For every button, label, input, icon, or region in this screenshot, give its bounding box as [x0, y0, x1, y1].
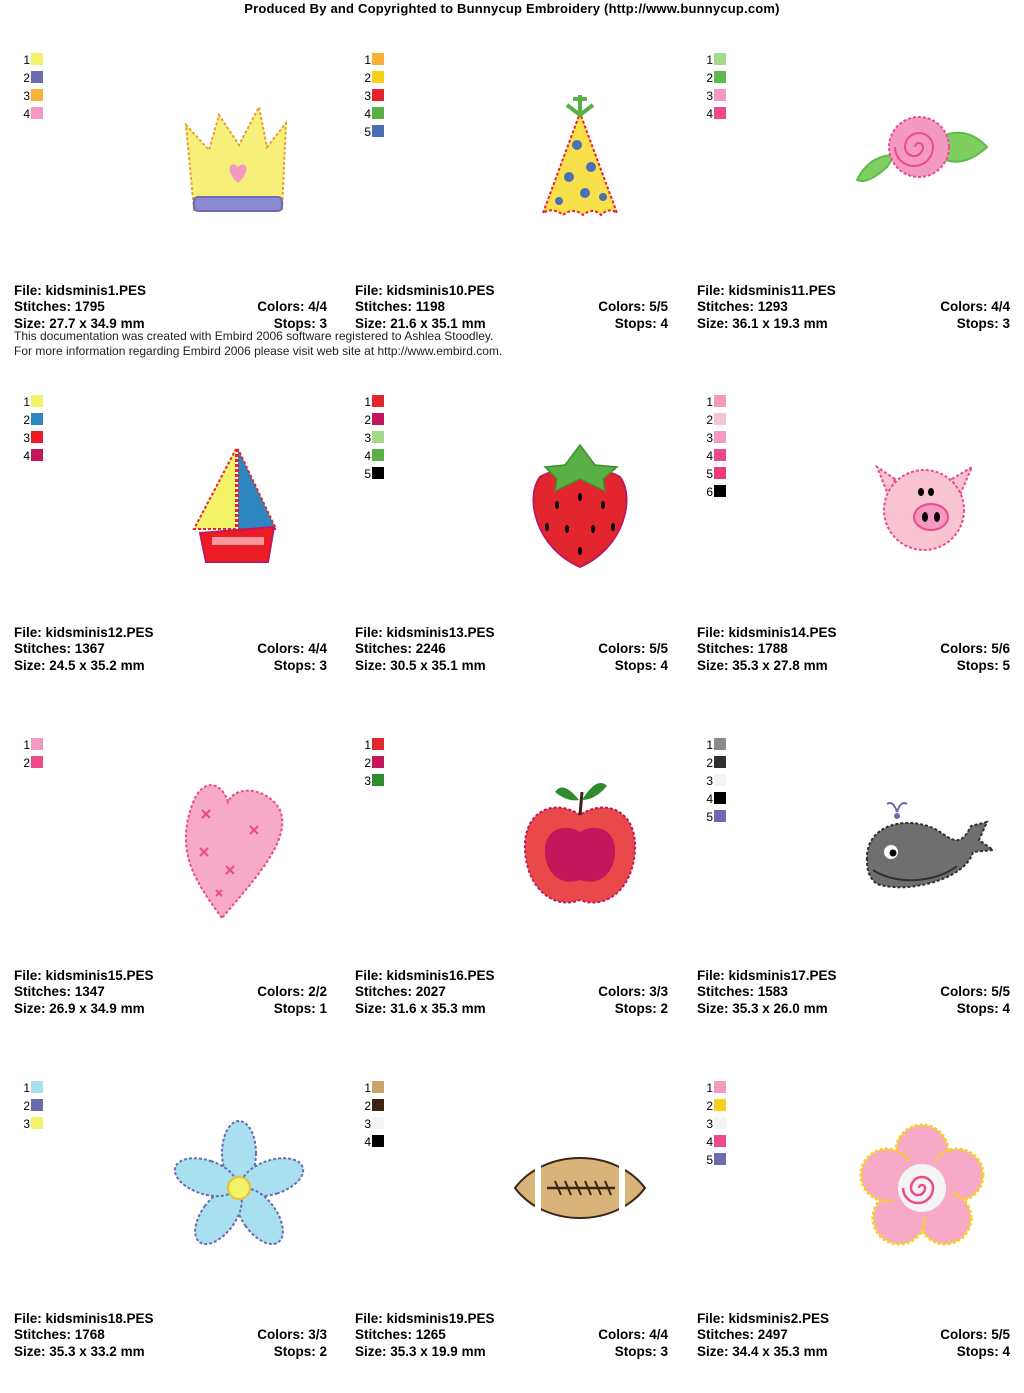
color-count: Colors: 4/4	[257, 299, 327, 315]
color-swatch-row	[361, 466, 384, 484]
color-swatch-row	[361, 106, 384, 124]
color-swatch-row	[361, 124, 384, 142]
color-swatch-row	[361, 394, 384, 412]
stop-count: Stops: 3	[614, 1343, 668, 1359]
color-swatch-number: 3	[706, 774, 713, 788]
color-swatch	[714, 774, 726, 786]
color-count: Colors: 3/3	[598, 984, 668, 1000]
design-info	[355, 283, 668, 332]
color-swatch	[714, 395, 726, 407]
color-swatch	[31, 1117, 43, 1129]
color-swatch-row	[20, 394, 43, 412]
color-swatch-number: 1	[706, 395, 713, 409]
color-swatch	[714, 1153, 726, 1165]
party-hat-embroidery-design	[505, 85, 655, 235]
design-size: Size: 35.3 x 33.2 mm	[14, 1343, 145, 1359]
color-swatch-list	[361, 52, 384, 142]
color-swatch-number: 5	[364, 467, 371, 481]
color-swatch-row	[20, 70, 43, 88]
color-swatch-row	[703, 1152, 726, 1170]
color-swatch	[372, 431, 384, 443]
color-swatch-number: 6	[706, 485, 713, 499]
color-swatch	[714, 449, 726, 461]
design-card	[14, 1053, 327, 1393]
color-swatch	[372, 107, 384, 119]
stop-count: Stops: 4	[956, 1343, 1010, 1359]
color-swatch-row	[20, 88, 43, 106]
color-swatch-row	[20, 755, 43, 773]
color-swatch-row	[20, 106, 43, 124]
color-swatch-row	[361, 52, 384, 70]
color-swatch	[372, 125, 384, 137]
color-swatch-number: 5	[706, 810, 713, 824]
design-info	[355, 1311, 668, 1360]
color-swatch-row	[20, 737, 43, 755]
color-count: Colors: 5/5	[940, 1327, 1010, 1343]
color-swatch-number: 3	[23, 89, 30, 103]
design-card	[697, 25, 1010, 365]
color-swatch	[714, 1135, 726, 1147]
color-swatch-number: 2	[706, 71, 713, 85]
football-embroidery-design	[505, 1113, 655, 1263]
color-swatch	[372, 395, 384, 407]
stitch-count: Stitches: 1788	[697, 641, 788, 657]
design-card	[355, 710, 668, 1050]
color-swatch-row	[20, 52, 43, 70]
color-swatch-row	[703, 466, 726, 484]
color-swatch-number: 4	[706, 792, 713, 806]
design-size: Size: 35.3 x 26.0 mm	[697, 1000, 828, 1016]
color-swatch	[31, 449, 43, 461]
color-swatch-number: 1	[364, 738, 371, 752]
stop-count: Stops: 3	[956, 315, 1010, 331]
color-swatch-row	[703, 430, 726, 448]
color-swatch	[714, 1081, 726, 1093]
color-swatch-row	[361, 412, 384, 430]
color-swatch	[372, 738, 384, 750]
color-swatch-row	[361, 755, 384, 773]
design-size: Size: 36.1 x 19.3 mm	[697, 315, 828, 331]
color-swatch-row	[361, 448, 384, 466]
color-swatch	[372, 1117, 384, 1129]
pink-flower-embroidery-design	[847, 1113, 997, 1263]
file-name: File: kidsminis12.PES	[14, 625, 154, 640]
design-card	[14, 710, 327, 1050]
file-name: File: kidsminis16.PES	[355, 968, 495, 983]
color-swatch-number: 2	[364, 71, 371, 85]
stitch-count: Stitches: 1768	[14, 1327, 105, 1343]
color-swatch-row	[703, 412, 726, 430]
color-swatch	[714, 89, 726, 101]
color-swatch-row	[703, 448, 726, 466]
rose-embroidery-design	[847, 85, 997, 235]
color-swatch-row	[703, 773, 726, 791]
stop-count: Stops: 3	[273, 657, 327, 673]
color-swatch-list	[20, 737, 43, 773]
design-card	[355, 25, 668, 365]
color-swatch	[714, 756, 726, 768]
color-swatch-row	[703, 484, 726, 502]
color-count: Colors: 5/5	[940, 984, 1010, 1000]
color-swatch-number: 1	[364, 1081, 371, 1095]
stitch-count: Stitches: 1583	[697, 984, 788, 1000]
strawberry-embroidery-design	[505, 427, 655, 577]
color-swatch-number: 2	[706, 1099, 713, 1113]
design-card	[14, 25, 327, 365]
color-swatch-row	[20, 1116, 43, 1134]
color-swatch-number: 4	[706, 449, 713, 463]
color-swatch	[714, 1099, 726, 1111]
design-card	[14, 367, 327, 707]
color-swatch	[372, 1099, 384, 1111]
color-swatch	[714, 53, 726, 65]
color-swatch-number: 1	[706, 1081, 713, 1095]
color-swatch-number: 1	[364, 395, 371, 409]
color-swatch-number: 4	[364, 107, 371, 121]
color-swatch-number: 1	[706, 738, 713, 752]
color-swatch-number: 1	[23, 1081, 30, 1095]
color-swatch	[372, 53, 384, 65]
color-swatch	[31, 53, 43, 65]
design-card	[355, 367, 668, 707]
color-swatch	[31, 756, 43, 768]
design-size: Size: 27.7 x 34.9 mm	[14, 315, 145, 331]
color-count: Colors: 2/2	[257, 984, 327, 1000]
color-swatch-number: 4	[23, 449, 30, 463]
color-swatch-list	[703, 394, 726, 502]
color-swatch-number: 4	[23, 107, 30, 121]
color-swatch-number: 2	[706, 413, 713, 427]
color-swatch	[714, 413, 726, 425]
color-swatch	[372, 1135, 384, 1147]
color-swatch-number: 4	[364, 1135, 371, 1149]
file-name: File: kidsminis13.PES	[355, 625, 495, 640]
color-swatch-number: 3	[23, 1117, 30, 1131]
color-swatch	[714, 738, 726, 750]
page-header: Produced By and Copyrighted to Bunnycup Embroidery (http://www.bunnycup.com)	[244, 1, 780, 16]
color-swatch-number: 1	[23, 53, 30, 67]
color-swatch-number: 3	[364, 89, 371, 103]
color-swatch-list	[20, 1080, 43, 1134]
file-name: File: kidsminis10.PES	[355, 283, 495, 298]
color-count: Colors: 4/4	[257, 641, 327, 657]
color-swatch-number: 3	[706, 431, 713, 445]
stitch-count: Stitches: 2246	[355, 641, 446, 657]
color-swatch-number: 5	[706, 1153, 713, 1167]
color-count: Colors: 5/6	[940, 641, 1010, 657]
stitch-count: Stitches: 1265	[355, 1327, 446, 1343]
color-swatch	[372, 71, 384, 83]
stitch-count: Stitches: 2497	[697, 1327, 788, 1343]
color-swatch	[714, 1117, 726, 1129]
color-swatch	[31, 1081, 43, 1093]
color-count: Colors: 5/5	[598, 641, 668, 657]
color-swatch-row	[703, 1080, 726, 1098]
color-swatch	[372, 413, 384, 425]
stitch-count: Stitches: 1367	[14, 641, 105, 657]
stitch-count: Stitches: 1293	[697, 299, 788, 315]
stitch-count: Stitches: 2027	[355, 984, 446, 1000]
design-size: Size: 34.4 x 35.3 mm	[697, 1343, 828, 1359]
color-swatch-row	[703, 394, 726, 412]
color-swatch-row	[361, 70, 384, 88]
stop-count: Stops: 1	[273, 1000, 327, 1016]
color-swatch-list	[20, 394, 43, 466]
color-swatch-row	[703, 1098, 726, 1116]
stop-count: Stops: 4	[614, 315, 668, 331]
color-swatch-number: 5	[706, 467, 713, 481]
color-swatch-list	[703, 1080, 726, 1170]
color-swatch	[372, 774, 384, 786]
color-swatch-row	[703, 737, 726, 755]
color-swatch-row	[703, 755, 726, 773]
notice-line: For more information regarding Embird 2006 please visit web site at http://www.embird.com.	[14, 343, 503, 358]
stop-count: Stops: 4	[956, 1000, 1010, 1016]
color-swatch-number: 1	[23, 395, 30, 409]
color-swatch-number: 2	[706, 756, 713, 770]
color-swatch-number: 3	[364, 1117, 371, 1131]
color-swatch-number: 4	[706, 107, 713, 121]
whale-embroidery-design	[847, 770, 997, 920]
color-count: Colors: 4/4	[598, 1327, 668, 1343]
design-info	[355, 625, 668, 674]
color-swatch	[372, 756, 384, 768]
color-swatch-row	[361, 1134, 384, 1152]
stop-count: Stops: 4	[614, 657, 668, 673]
color-swatch-row	[20, 1098, 43, 1116]
color-swatch	[31, 89, 43, 101]
color-swatch	[714, 485, 726, 497]
design-info	[697, 968, 1010, 1017]
design-card	[355, 1053, 668, 1393]
color-swatch-list	[703, 52, 726, 124]
color-swatch	[372, 467, 384, 479]
color-swatch-row	[361, 88, 384, 106]
color-swatch-row	[20, 412, 43, 430]
color-swatch	[372, 89, 384, 101]
pig-embroidery-design	[847, 427, 997, 577]
file-name: File: kidsminis14.PES	[697, 625, 837, 640]
color-swatch	[372, 449, 384, 461]
color-swatch-number: 1	[23, 738, 30, 752]
color-swatch-number: 2	[364, 756, 371, 770]
stitch-count: Stitches: 1347	[14, 984, 105, 1000]
color-swatch	[31, 71, 43, 83]
color-swatch	[714, 467, 726, 479]
color-swatch-number: 2	[23, 71, 30, 85]
color-count: Colors: 4/4	[940, 299, 1010, 315]
stop-count: Stops: 2	[273, 1343, 327, 1359]
color-swatch-row	[361, 1116, 384, 1134]
design-info	[14, 625, 327, 674]
color-swatch	[31, 738, 43, 750]
design-size: Size: 26.9 x 34.9 mm	[14, 1000, 145, 1016]
notice-line: This documentation was created with Embird 2006 software registered to Ashlea Stoodley.	[14, 329, 494, 343]
sailboat-embroidery-design	[164, 427, 314, 577]
stitch-count: Stitches: 1795	[14, 299, 105, 315]
color-swatch	[714, 792, 726, 804]
color-swatch-row	[703, 52, 726, 70]
color-swatch-row	[703, 1116, 726, 1134]
file-name: File: kidsminis1.PES	[14, 283, 147, 298]
color-swatch	[714, 431, 726, 443]
color-swatch-row	[703, 1134, 726, 1152]
apple-embroidery-design	[505, 770, 655, 920]
design-size: Size: 35.3 x 27.8 mm	[697, 657, 828, 673]
color-swatch-row	[361, 773, 384, 791]
flower-embroidery-design	[164, 1113, 314, 1263]
color-swatch-number: 3	[706, 89, 713, 103]
file-name: File: kidsminis18.PES	[14, 1311, 154, 1326]
color-swatch	[714, 810, 726, 822]
color-swatch-number: 5	[364, 125, 371, 139]
color-count: Colors: 5/5	[598, 299, 668, 315]
color-swatch-number: 1	[364, 53, 371, 67]
design-info	[697, 283, 1010, 332]
design-card	[697, 1053, 1010, 1393]
color-swatch-row	[361, 430, 384, 448]
color-swatch-row	[361, 737, 384, 755]
color-swatch	[31, 413, 43, 425]
design-info	[14, 283, 327, 332]
color-count: Colors: 3/3	[257, 1327, 327, 1343]
design-info	[14, 968, 327, 1017]
color-swatch-row	[703, 809, 726, 827]
color-swatch-row	[361, 1098, 384, 1116]
color-swatch-number: 2	[23, 1099, 30, 1113]
color-swatch-list	[361, 1080, 384, 1152]
stitch-count: Stitches: 1198	[355, 299, 446, 315]
color-swatch-row	[703, 70, 726, 88]
heart-embroidery-design	[164, 770, 314, 920]
stop-count: Stops: 3	[273, 315, 327, 331]
design-size: Size: 30.5 x 35.1 mm	[355, 657, 486, 673]
color-swatch-number: 4	[364, 449, 371, 463]
color-swatch-number: 3	[23, 431, 30, 445]
color-swatch-number: 3	[364, 431, 371, 445]
color-swatch	[714, 107, 726, 119]
color-swatch-row	[703, 106, 726, 124]
file-name: File: kidsminis17.PES	[697, 968, 837, 983]
crown-embroidery-design	[164, 85, 314, 235]
color-swatch-row	[20, 448, 43, 466]
design-card	[697, 710, 1010, 1050]
color-swatch-number: 1	[706, 53, 713, 67]
color-swatch-number: 3	[364, 774, 371, 788]
color-swatch-row	[20, 430, 43, 448]
color-swatch	[372, 1081, 384, 1093]
color-swatch-list	[361, 394, 384, 484]
color-swatch	[31, 1099, 43, 1111]
design-size: Size: 31.6 x 35.3 mm	[355, 1000, 486, 1016]
color-swatch-number: 2	[364, 1099, 371, 1113]
color-swatch-row	[703, 791, 726, 809]
color-swatch-list	[703, 737, 726, 827]
design-info	[355, 968, 668, 1017]
color-swatch-number: 2	[23, 413, 30, 427]
design-size: Size: 24.5 x 35.2 mm	[14, 657, 145, 673]
color-swatch-row	[20, 1080, 43, 1098]
file-name: File: kidsminis2.PES	[697, 1311, 830, 1326]
color-swatch-row	[703, 88, 726, 106]
color-swatch	[31, 395, 43, 407]
design-info	[697, 1311, 1010, 1360]
color-swatch-number: 2	[23, 756, 30, 770]
color-swatch	[31, 107, 43, 119]
design-size: Size: 21.6 x 35.1 mm	[355, 315, 486, 331]
stop-count: Stops: 5	[956, 657, 1010, 673]
color-swatch-list	[20, 52, 43, 124]
color-swatch	[714, 71, 726, 83]
design-info	[14, 1311, 327, 1360]
file-name: File: kidsminis19.PES	[355, 1311, 495, 1326]
file-name: File: kidsminis15.PES	[14, 968, 154, 983]
color-swatch-number: 2	[364, 413, 371, 427]
stop-count: Stops: 2	[614, 1000, 668, 1016]
design-info	[697, 625, 1010, 674]
color-swatch-number: 4	[706, 1135, 713, 1149]
color-swatch-number: 3	[706, 1117, 713, 1131]
design-card	[697, 367, 1010, 707]
color-swatch-list	[361, 737, 384, 791]
color-swatch	[31, 431, 43, 443]
file-name: File: kidsminis11.PES	[697, 283, 836, 298]
color-swatch-row	[361, 1080, 384, 1098]
design-size: Size: 35.3 x 19.9 mm	[355, 1343, 486, 1359]
